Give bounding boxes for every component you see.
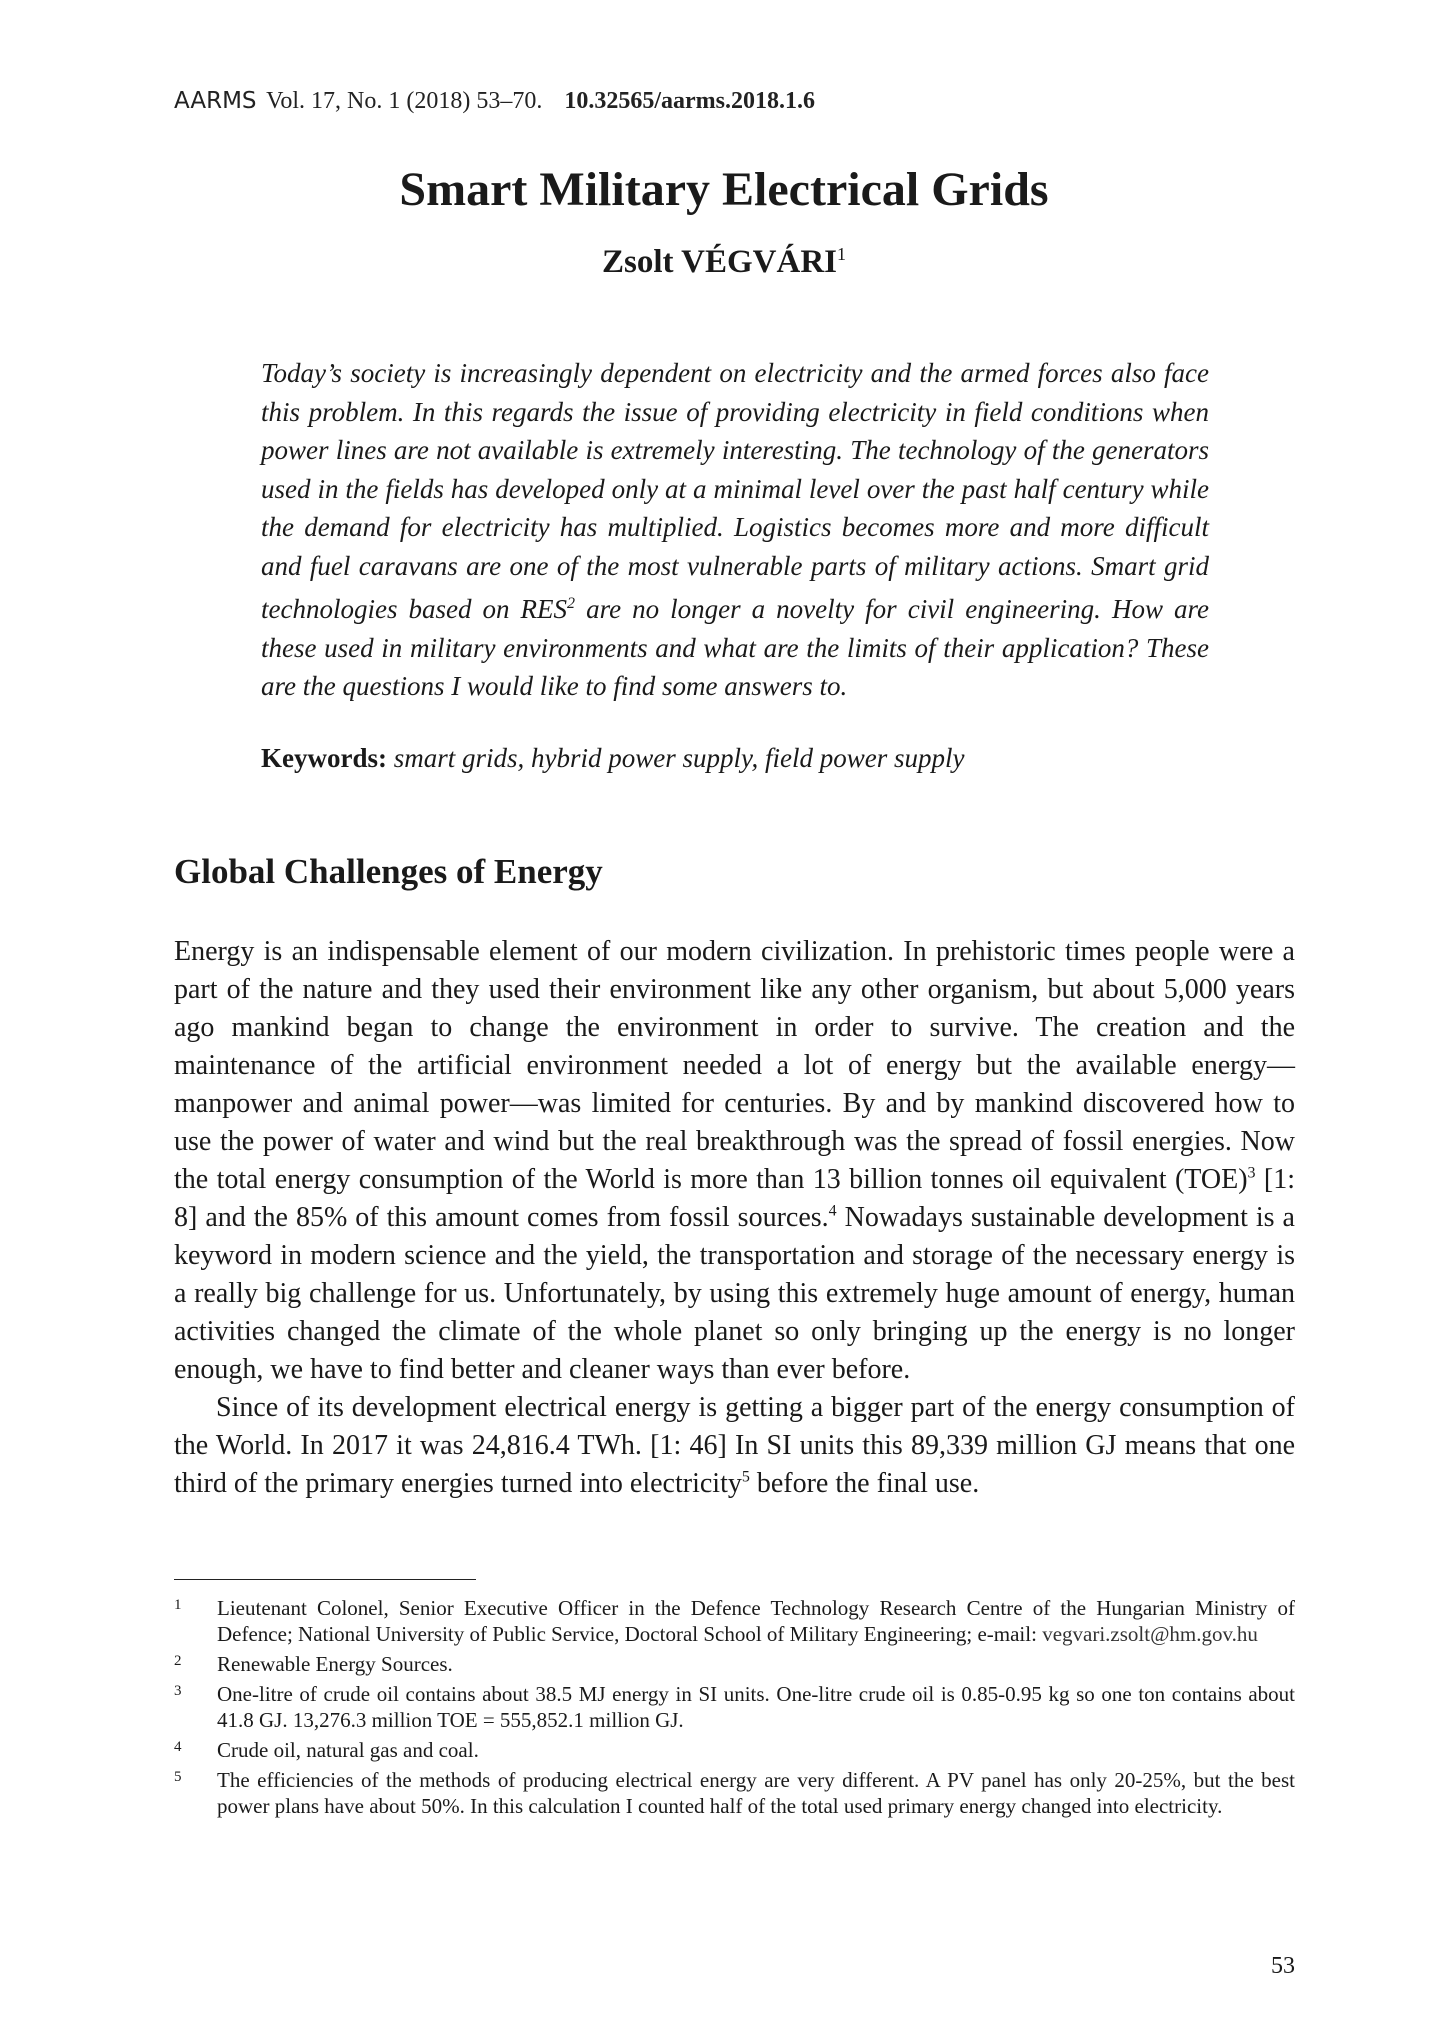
journal-citation: Vol. 17, No. 1 (2018) 53–70. [266,88,543,114]
footnote-text: Renewable Energy Sources. [217,1652,453,1676]
footnotes [174,1595,1295,1823]
keywords [261,739,1209,777]
journal-header [174,88,815,115]
page-number: 53 [1271,1953,1295,1979]
footnote-text [217,1595,1295,1647]
footnote-number: 2 [174,1653,182,1669]
footnote-text: The efficiencies of the methods of producing electrical energy are very different. A PV panel has only 20-25%, but the best power plans have about 50%. In this calculation I counted half of the total used primary energy changed into electricity. [217,1768,1295,1818]
doi-link[interactable]: 10.32565/aarms.2018.1.6 [564,88,816,114]
footnote-ref-1[interactable]: 1 [837,244,846,264]
article-title: Smart Military Electrical Grids [399,163,1049,216]
paragraph-2-text-a: Since of its development electrical energy is getting a bigger part of the energy consumption of the World. In 2017 it was 24,816.4 TWh. [1: 46] In SI units this 89,339 million GJ means that one third of the primary energies turned into electricity [174,1392,1295,1499]
paragraph-2-text-b: before the final use. [749,1468,980,1499]
footnote-2 [174,1651,1295,1677]
footnote-ref-2[interactable]: 2 [567,595,576,612]
footnote-number: 5 [174,1769,182,1785]
author-name: Zsolt VÉGVÁRI [601,244,837,280]
section-heading: Global Challenges of Energy [174,852,603,891]
footnote-5 [174,1767,1295,1819]
footnote-1 [174,1595,1295,1647]
footnote-text: One-litre of crude oil contains about 38.5 MJ energy in SI units. One-litre crude oil is 0.85-0.95 kg so one ton contains about 41.8 GJ. 13,276.3 million TOE = 555,852.1 million GJ. [217,1682,1295,1732]
abstract [261,354,1209,706]
footnote-3 [174,1681,1295,1733]
author-line [0,244,1448,281]
footnote-1-text: Lieutenant Colonel, Senior Executive Officer in the Defence Technology Research Centre of the Hungarian Ministry of Defence; National University of Public Service, Doctoral School of Military Engineering; e-mail: [217,1596,1295,1646]
paragraph-1-text-a: Energy is an indispensable element of our modern civilization. In prehistoric times people were a part of the nature and they used their environment like any other organism, but about 5,000 years ago mankind began to change the environment in order to survive. The creation and the maintenance of the artificial environment needed a lot of energy but the available energy—manpower and animal power—was limited for centuries. By and by mankind discovered how to use the power of water and wind but the real breakthrough was the spread of fossil energies. Now the total energy consumption of the World is more than 13 billion tonnes oil equivalent (TOE) [174,936,1295,1195]
footnote-number: 3 [174,1683,182,1699]
paragraph-1-text-b: [1: 8] and the 85% of this amount comes from fossil sources. [174,1164,1295,1233]
abstract-text-1: Today’s society is increasingly dependent on electricity and the armed forces also face this problem. In this regards the issue of providing electricity in field conditions when power lines are not available is extremely interesting. The technology of the generators used in the fields has developed only at a minimal level over the past half century while the demand for electricity has multiplied. Logistics becomes more and more difficult and fuel caravans are one of the most vulnerable parts of military actions. Smart grid technologies based on RES [261,358,1209,624]
author-email-link[interactable]: vegvari.zsolt@hm.gov.hu [1042,1622,1258,1646]
keywords-label: Keywords: [261,743,387,773]
footnote-4 [174,1737,1295,1763]
paragraph-1-text-c: Nowadays sustainable development is a keyword in modern science and the yield, the transportation and storage of the necessary energy is a really big challenge for us. Unfortunately, by using this extremely huge amount of energy, human activities changed the climate of the whole planet so only bringing up the energy is no longer enough, we have to find better and cleaner ways than ever before. [174,1202,1295,1385]
body-text [174,933,1295,1503]
journal-logo: AARMS [174,88,257,114]
footnote-number: 4 [174,1739,182,1755]
paragraph-1 [174,933,1295,1389]
footnote-ref-4[interactable]: 4 [828,1202,837,1220]
footnote-text: Crude oil, natural gas and coal. [217,1738,479,1762]
footnote-divider [174,1579,476,1580]
keywords-text: smart grids, hybrid power supply, field power supply [393,743,965,773]
footnote-ref-5[interactable]: 5 [741,1468,750,1486]
footnote-number: 1 [174,1597,182,1613]
abstract-text-2: are no longer a novelty for civil engineering. How are these used in military environments and what are the limits of their application? These are the questions I would like to find some answers to. [261,594,1209,701]
paragraph-2 [174,1389,1295,1503]
footnote-ref-3[interactable]: 3 [1247,1164,1256,1182]
